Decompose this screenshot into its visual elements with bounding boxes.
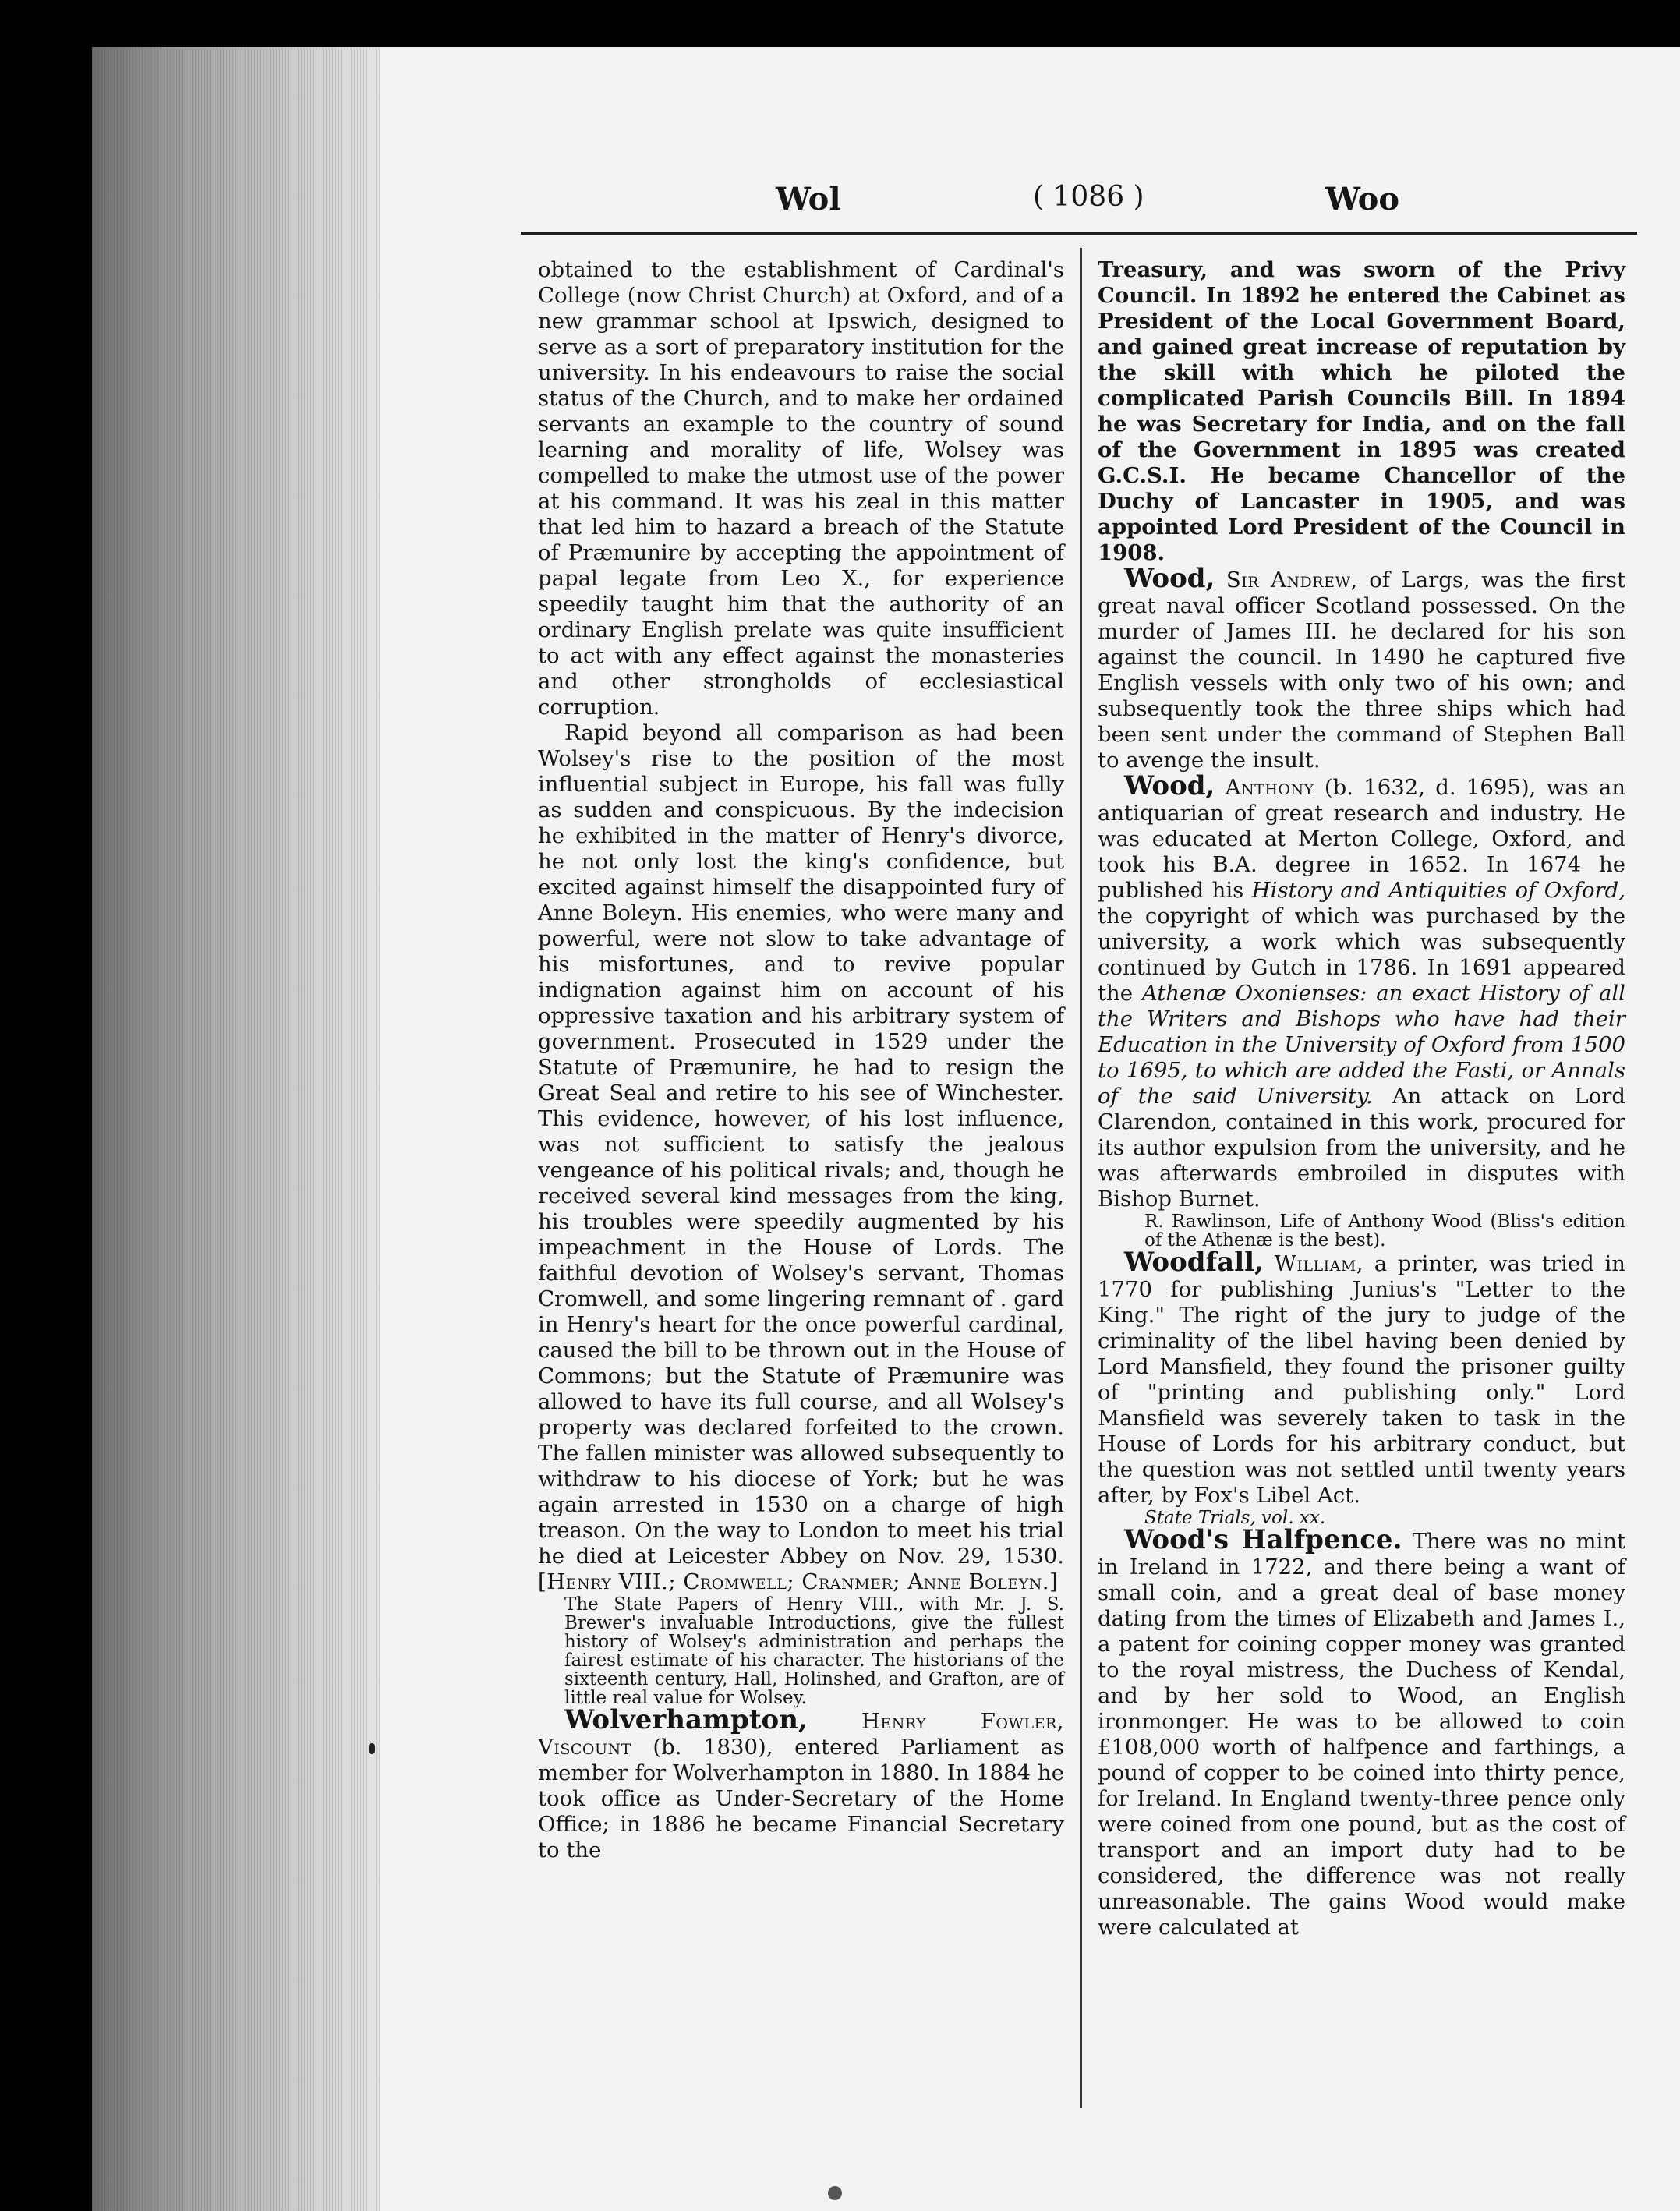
bibliography-note: R. Rawlinson, Life of Anthony Wood (Bliss's edition of the Athenæ is the best). [1144, 1212, 1625, 1251]
entry-text: (b. 1632, d. 1695), was an antiquarian of great research and industry. He was educated at Merton College, Oxford, and took his B.A. degree in 1652. In 1674 he published his [1098, 775, 1625, 903]
entry-headword: Woodfall, [1124, 1247, 1264, 1278]
entry-title: Sir Andrew, [1226, 568, 1358, 593]
entry-headword: Wolverhampton, [564, 1704, 808, 1735]
cross-references: [Henry VIII.; Cromwell; Cranmer; Anne Boleyn.] [538, 1569, 1059, 1594]
paragraph-continued: Treasury, and was sworn of the Privy Council. In 1892 he entered the Cabinet as President of the Local Government Board, and gained great increase of reputation by the skill with which he piloted the complicated Parish Councils Bill. In 1894 he was Secretary for India, and on the fall of the Government in 1895 was created G.C.S.I. He became Chancellor of the Duchy of Lancaster in 1905, and was appointed Lord President of the Council in 1908. [1098, 257, 1625, 565]
book-binding-edge [92, 47, 380, 2211]
entry-text: a printer, was tried in 1770 for publishing Junius's "Letter to the King." The right of the jury to judge of the criminality of the libel having been denied by Lord Mansfield, they found the prisoner guilty of "printing and publishing only." Lord Mansfield was severely taken to task in the House of Lords for his arbitrary conduct, but the question was not settled until twenty years after, by Fox's Libel Act. [1098, 1251, 1625, 1508]
entry-wood-andrew [1098, 563, 1625, 773]
paragraph-cardinals-college: obtained to the establishment of Cardinal's College (now Christ Church) at Oxford, and of a new grammar school at Ipswich, designed to serve as a sort of preparatory institution for the university. In his endeavours to raise the social status of the Church, and to make her ordained servants an example to the country of sound learning and morality of life, Wolsey was compelled to make the utmost use of the power at his command. It was his zeal in this matter that led him to hazard a breach of the Statute of Præmunire by accepting the appointment of papal legate from Leo X., for experience speedily taught him that the authority of an ordinary English prelate was quite insufficient to act with any effect against the monasteries and other strongholds of ecclesiastical corruption. [538, 257, 1064, 720]
entry-headword: Wood's Halfpence. [1124, 1524, 1402, 1555]
header-rule [521, 232, 1637, 235]
entry-wood-anthony [1098, 770, 1625, 1212]
entry-text: An attack on Lord Clarendon, contained in this work, procured for its author expulsion from the university, and he was afterwards embroiled in disputes with Bishop Burnet. [1098, 1084, 1625, 1212]
entry-text: There was no mint in Ireland in 1722, and there being a want of small coin, and a great deal of base money dating from the times of Elizabeth and James I., a patent for coining copper money was granted to the royal mistress, the Duchess of Kendal, and by her sold to Wood, an English ironmonger. He was to be allowed to coin £108,000 worth of halfpence and farthings, a pound of copper to be coined into thirty pence, for Ireland. In England twenty-three pence only were coined from one pound, but as the cost of transport and an import duty had to be considered, the difference was not really unreasonable. The gains Wood would make were calculated at [1098, 1529, 1626, 1940]
entry-title: William, [1274, 1251, 1364, 1276]
running-head-left: Wol [776, 181, 841, 218]
page-number: ( 1086 ) [1033, 181, 1144, 213]
left-column [538, 257, 1064, 1863]
entry-headword: Wood, [1124, 770, 1215, 801]
paragraph-text: Rapid beyond all comparison as had been Wolsey's rise to the position of the most influential subject in Europe, his fall was fully as sudden and conspicuous. By the indecision he exhibited in the matter of Henry's divorce, he not only lost the king's confidence, but excited against himself the disappointed fury of Anne Boleyn. His enemies, who were many and powerful, were not slow to take advantage of his misfortunes, and to revive popular indignation against him on account of his oppressive taxation and his arbitrary system of government. Prosecuted in 1529 under the Statute of Præmunire, he had to resign the Great Seal and retire to his see of Winchester. This evidence, however, of his lost influence, was not sufficient to satisfy the jealous vengeance of his political rivals; and, though he received several kind messages from the king, his troubles were speedily augmented by his impeachment in the House of Lords. The faithful devotion of Wolsey's servant, Thomas Cromwell, and some lingering remnant of . gard in Henry's heart for the once powerful cardinal, caused the bill to be thrown out in the House of Commons; but the Statute of Præmunire was allowed to have its full course, and all Wolsey's property was declared forfeited to the crown. The fallen minister was allowed subsequently to withdraw to his diocese of York; but he was again arrested in 1530 on a charge of high treason. On the way to London to meet his trial he died at Leicester Abbey on Nov. 29, 1530. [538, 720, 1064, 1569]
paragraph-wolsey-fall [538, 720, 1064, 1595]
entry-headword: Wood, [1124, 563, 1215, 594]
entry-text: of Largs, was the first great naval officer Scotland possessed. On the murder of James III. he declared for his son against the council. In 1490 he captured five English vessels with only two of his own; and subsequently took the three ships which had been sent under the command of Stephen Ball to avenge the insult. [1098, 568, 1625, 773]
entry-text: (b. 1830), entered Parliament as member for Wolverhampton in 1880. In 1884 he took office as Under-Secretary of the Home Office; in 1886 he became Financial Secretary to the [538, 1735, 1065, 1863]
entry-woods-halfpence [1098, 1524, 1626, 1940]
running-head-right: Woo [1325, 181, 1400, 218]
book-title: History and Antiquities of Oxford, [1251, 878, 1625, 903]
book-title: Athenæ Oxonienses: an exact History of all the Writers and Bishops who have had their Education in the University of Oxford from 1500 to 1695, to which are added the Fasti, or Annals of the said University. [1098, 981, 1625, 1109]
entry-title: Henry Fowler, Viscount [538, 1709, 1064, 1760]
entry-woodfall [1098, 1247, 1625, 1509]
bibliography-note: The State Papers of Henry VIII., with Mr. J. S. Brewer's invaluable Introductions, give the fullest history of Wolsey's administration and perhaps the fairest estimate of his character. The historians of the sixteenth century, Hall, Holinshed, and Grafton, are of little real value for Wolsey. [564, 1594, 1064, 1708]
column-divider [1080, 248, 1082, 2108]
entry-text: the copyright of which was purchased by the university, a work which was subsequently continued by Gutch in 1786. In 1691 appeared the [1098, 904, 1625, 1006]
bibliography-note: State Trials, vol. xx. [1144, 1508, 1326, 1528]
entry-wolverhampton [538, 1704, 1065, 1863]
scan-speck [828, 2186, 842, 2200]
entry-title: Anthony [1225, 775, 1314, 800]
gutter-mark [369, 1743, 375, 1754]
right-column [1098, 257, 1625, 1940]
